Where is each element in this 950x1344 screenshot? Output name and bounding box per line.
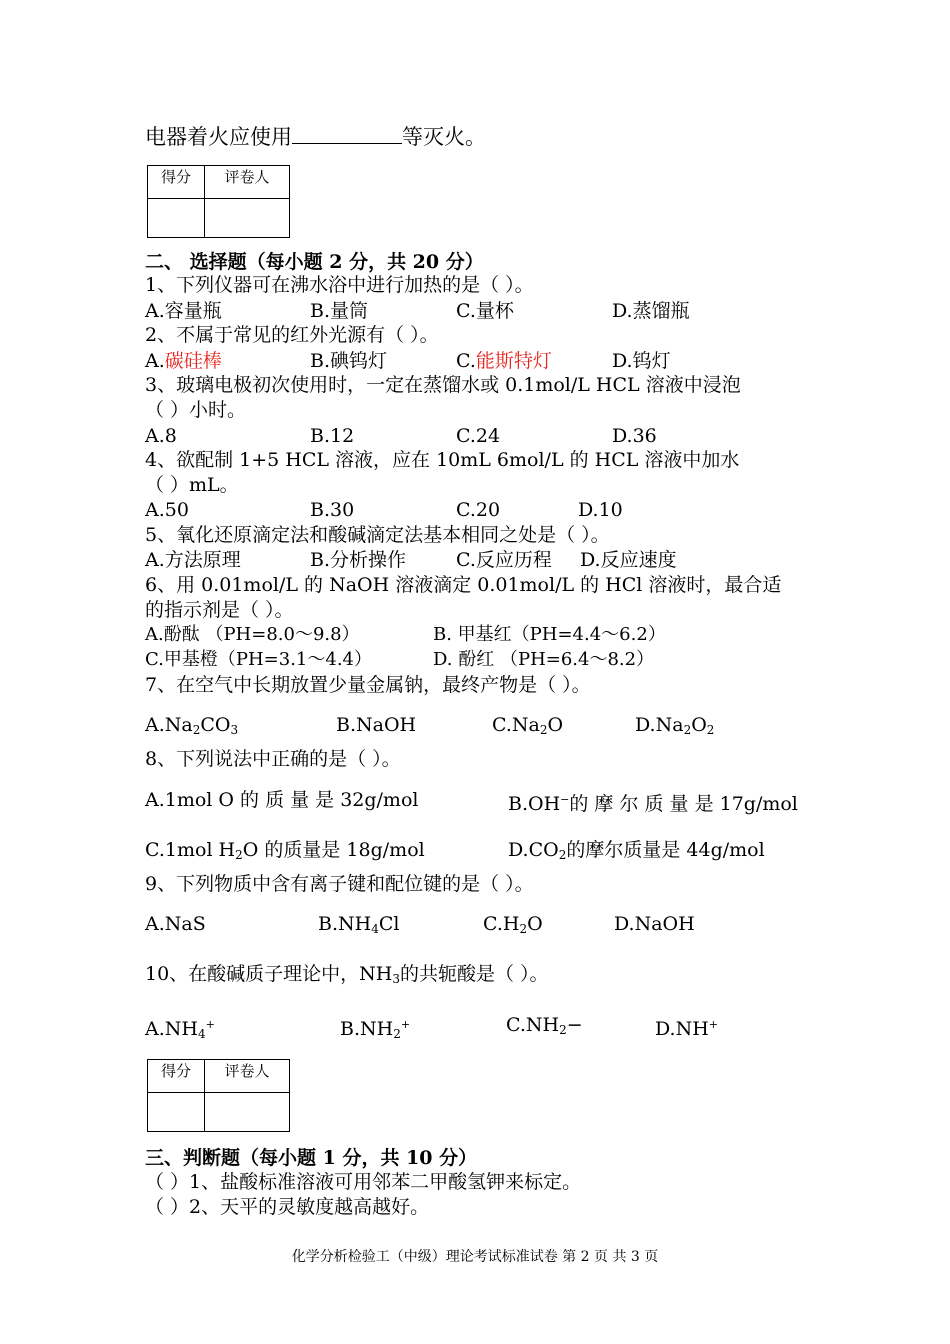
score-box — [147, 165, 290, 238]
formula-part: A.NH — [145, 1018, 198, 1040]
subscript: 2 — [683, 723, 692, 737]
score-label: 得分 — [148, 166, 205, 199]
option-d[interactable] — [508, 838, 765, 867]
subscript: 3 — [230, 723, 239, 737]
option-b[interactable] — [318, 912, 399, 941]
question-stem: 6、用 0.01mol/L 的 NaOH 溶液滴定 0.01mol/L 的 HCl 溶液时，最合适 — [145, 574, 782, 596]
formula-part: O 的质量是 18g/mol — [242, 839, 425, 861]
option-c[interactable]: C.20 — [456, 499, 501, 521]
option-d[interactable]: D.10 — [578, 499, 623, 521]
formula-part: O — [691, 714, 707, 736]
formula-part: D.NH — [655, 1018, 709, 1040]
score-box — [147, 1059, 290, 1132]
score-cell[interactable] — [148, 199, 205, 238]
question-stem: 4、欲配制 1+5 HCL 溶液，应在 10mL 6mol/L 的 HCL 溶液中加水 — [145, 449, 740, 471]
grader-label: 评卷人 — [205, 1060, 290, 1093]
subscript: 3 — [392, 972, 401, 986]
option-d[interactable]: D.钨灯 — [612, 350, 671, 372]
option-c[interactable]: C.24 — [456, 425, 501, 447]
question-stem: 3、玻璃电极初次使用时，一定在蒸馏水或 0.1mol/L HCL 溶液中浸泡 — [145, 374, 741, 396]
page-footer: 化学分析检验工（中级）理论考试标准试卷 第 2 页 共 3 页 — [291, 1249, 659, 1265]
question-stem: 5、氧化还原滴定法和酸碱滴定法基本相同之处是（ ）。 — [145, 524, 610, 546]
option-c[interactable] — [506, 1013, 583, 1042]
section-heading: 二、 选择题（每小题 2 分，共 20 分） — [145, 251, 484, 273]
section-heading: 三、判断题（每小题 1 分，共 10 分） — [145, 1147, 478, 1169]
option-b[interactable]: B.30 — [310, 499, 355, 521]
option-b[interactable]: B. 甲基红（PH=4.4～6.2） — [433, 624, 666, 645]
option-c[interactable] — [492, 713, 563, 742]
option-a[interactable]: A.8 — [145, 425, 177, 447]
formula-part: A.Na — [145, 714, 193, 736]
option-d[interactable] — [655, 1013, 718, 1041]
option-d[interactable]: D.36 — [612, 425, 657, 447]
superscript: + — [205, 1018, 215, 1031]
superscript: + — [400, 1018, 411, 1031]
grader-cell[interactable] — [205, 1093, 290, 1132]
question-stem-cont: （ ）mL。 — [145, 474, 239, 496]
formula-part: C.1mol H — [145, 839, 236, 861]
subscript: 2 — [393, 1027, 401, 1041]
question-stem-cont: （ ）小时。 — [145, 399, 247, 421]
question-stem: 9、下列物质中含有离子键和配位键的是（ ）。 — [145, 873, 534, 895]
score-label: 得分 — [148, 1060, 205, 1093]
judge-question: （ ）1、盐酸标准溶液可用邻苯二甲酸氢钾来标定。 — [145, 1171, 582, 1193]
formula-part: Cl — [378, 913, 400, 935]
formula-part: 的 摩 尔 质 量 是 17g/mol — [569, 793, 798, 815]
option-c[interactable]: C.甲基橙（PH=3.1～4.4） — [145, 649, 372, 670]
option-b[interactable]: B.12 — [310, 425, 355, 447]
formula-part: C.H — [483, 913, 520, 935]
subscript: 2 — [559, 1023, 567, 1037]
option-b[interactable] — [508, 788, 798, 816]
option-d[interactable]: D. 酚红 （PH=6.4～8.2） — [433, 649, 655, 670]
formula-part: B.NH — [318, 913, 372, 935]
option-b[interactable]: B.NaOH — [336, 714, 417, 736]
formula-part: C.NH — [506, 1014, 560, 1036]
formula-part: D.Na — [635, 714, 684, 736]
judge-question: （ ）2、天平的灵敏度越高越好。 — [145, 1196, 430, 1218]
option-a[interactable]: A.方法原理 — [145, 549, 241, 571]
option-a[interactable]: A.1mol O 的 质 量 是 32g/mol — [145, 789, 419, 811]
option-a[interactable]: A.容量瓶 — [145, 300, 222, 322]
option-text: 能斯特灯 — [475, 350, 552, 372]
answer-blank[interactable] — [292, 125, 402, 144]
formula-part: − — [566, 1014, 583, 1036]
question-stem: 8、下列说法中正确的是（ ）。 — [145, 748, 401, 770]
formula-part: CO — [200, 714, 231, 736]
option-a[interactable]: A.酚酞 （PH=8.0～9.8） — [145, 624, 360, 645]
intro-text-after: 等灭火。 — [402, 125, 486, 149]
subscript: 2 — [519, 922, 528, 936]
question-stem-cont: 的指示剂是（ ）。 — [145, 599, 294, 621]
intro-text: 电器着火应使用 — [145, 125, 292, 149]
option-a[interactable]: A.NaS — [145, 913, 206, 935]
formula-part: B.OH — [508, 793, 561, 815]
superscript: + — [708, 1018, 719, 1031]
option-b[interactable]: B.分析操作 — [310, 549, 407, 571]
intro-line — [145, 125, 486, 149]
subscript: 2 — [706, 723, 715, 737]
option-b[interactable] — [340, 1013, 410, 1046]
formula-part: D.CO — [508, 839, 559, 861]
option-a[interactable] — [145, 713, 238, 742]
question-stem: 7、在空气中长期放置少量金属钠，最终产物是（ ）。 — [145, 674, 591, 696]
question-stem: 2、不属于常见的红外光源有（ ）。 — [145, 324, 439, 346]
formula-part: O — [527, 913, 543, 935]
stem-part: 10、在酸碱质子理论中，NH — [145, 963, 393, 985]
option-c[interactable]: C.量杯 — [456, 300, 514, 322]
option-label: A. — [145, 350, 165, 372]
subscript: 2 — [192, 723, 201, 737]
stem-part: 的共轭酸是（ ）。 — [400, 963, 549, 985]
option-d[interactable]: D.NaOH — [614, 913, 695, 935]
option-c[interactable] — [145, 838, 425, 867]
option-b[interactable]: B.量筒 — [310, 300, 369, 322]
option-d[interactable]: D.蒸馏瓶 — [612, 300, 690, 322]
subscript: 4 — [371, 922, 379, 936]
option-d[interactable]: D.反应速度 — [580, 549, 677, 571]
option-a[interactable]: A.50 — [145, 499, 189, 521]
option-b[interactable]: B.碘钨灯 — [310, 350, 388, 372]
option-c[interactable]: C.反应历程 — [456, 549, 552, 571]
option-a[interactable] — [145, 1013, 215, 1046]
formula-part: B.NH — [340, 1018, 394, 1040]
option-d[interactable] — [635, 713, 714, 742]
question-stem — [145, 962, 549, 991]
option-label: C. — [456, 350, 476, 372]
subscript: 2 — [539, 723, 548, 737]
superscript: − — [560, 793, 570, 806]
option-text: 碳硅棒 — [164, 350, 222, 372]
grader-label: 评卷人 — [205, 166, 290, 199]
subscript: 2 — [235, 848, 243, 862]
formula-part: C.Na — [492, 714, 540, 736]
question-stem: 1、下列仪器可在沸水浴中进行加热的是（ ）。 — [145, 274, 534, 296]
option-a[interactable] — [145, 349, 222, 373]
option-c[interactable] — [456, 349, 552, 373]
subscript: 4 — [197, 1027, 206, 1041]
score-cell[interactable] — [148, 1093, 205, 1132]
subscript: 2 — [558, 848, 567, 862]
grader-cell[interactable] — [205, 199, 290, 238]
option-c[interactable] — [483, 912, 543, 941]
formula-part: 的摩尔质量是 44g/mol — [566, 839, 765, 861]
formula-part: O — [547, 714, 564, 736]
